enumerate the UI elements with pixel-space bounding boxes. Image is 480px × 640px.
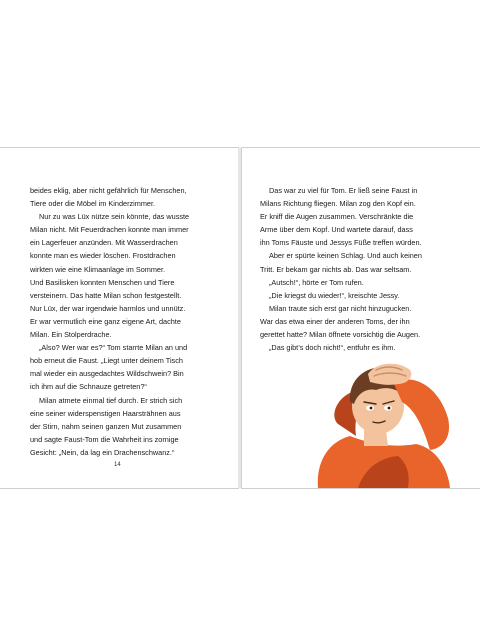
page-number: 14 [114, 462, 121, 468]
text-line: konnte man es wieder löschen. Frostdrachen [30, 251, 176, 261]
text-line: Milan nicht. Mit Feuerdrachen konnte man immer [30, 225, 189, 235]
right-page [242, 148, 480, 488]
text-line: Er war vermutlich eine ganz eigene Art, dachte [30, 316, 181, 326]
left-page-text [30, 184, 189, 459]
text-line: „Das gibt’s doch nicht!“, entfuhr es ihm. [269, 343, 396, 353]
text-line: Milan. Ein Stolperdrache. [30, 330, 112, 340]
right-pupil [388, 407, 391, 410]
left-page [0, 148, 238, 488]
text-line: der Stirn, nahm seinen ganzen Mut zusammen [30, 421, 182, 431]
book-spread [0, 148, 480, 488]
text-line: Aber er spürte keinen Schlag. Und auch keinen [269, 251, 422, 261]
text-line: eine seiner widerspenstigen Haarsträhnen aus [30, 408, 181, 418]
text-line: mal wieder ein ausgedachtes Wildschwein? Bin [30, 369, 184, 379]
text-line: und sagte Faust-Tom die Wahrheit ins zornige [30, 434, 179, 444]
text-line: Gesicht: „Nein, da lag ein Drachenschwanz.“ [30, 447, 175, 457]
text-line: gerettet hatte? Milan öffnete vorsichtig die Augen. [260, 330, 421, 340]
text-line: Nur Lüx, der war irgendwie harmlos und unnütz. [30, 303, 186, 313]
text-line: War das etwa einer der anderen Toms, der ihn [260, 316, 410, 326]
text-line: „Autsch!“, hörte er Tom rufen. [269, 277, 364, 287]
text-line: Milans Richtung fliegen. Milan zog den Kopf ein. [260, 199, 416, 209]
text-line: ich ihm auf die Schnauze getreten?“ [30, 382, 147, 392]
text-line: wirkten wie eine Klimaanlage im Sommer. [30, 264, 166, 274]
text-line: versteinern. Das hatte Milan schon festgestellt. [30, 290, 182, 300]
text-line: Das war zu viel für Tom. Er ließ seine Faust in [269, 186, 418, 195]
text-line: ihn Toms Fäuste und Jessys Füße treffen würden. [260, 238, 422, 248]
text-line: Tiere oder die Möbel im Kinderzimmer. [30, 199, 156, 209]
text-line: beides eklig, aber nicht gefährlich für Menschen, [30, 186, 187, 195]
text-line: ein Lagerfeuer anzünden. Mit Wasserdrachen [30, 238, 178, 248]
text-line: Nur zu was Lüx nütze sein könnte, das wusste [39, 212, 190, 222]
text-line: Arme über dem Kopf. Und wartete darauf, dass [260, 225, 413, 235]
text-line: Tritt. Er bekam gar nichts ab. Das war seltsam. [260, 264, 412, 274]
text-line: Und Basilisken konnten Menschen und Tiere [30, 277, 175, 287]
text-line: hob erneut die Faust. „Liegt unter deinem Tisch [30, 356, 183, 366]
text-line: Er kniff die Augen zusammen. Verschränkte die [260, 212, 414, 222]
text-line: „Also? Wer war es?“ Tom starrte Milan an und [39, 343, 188, 353]
text-line: Milan traute sich erst gar nicht hinzugucken. [269, 303, 412, 313]
left-pupil [370, 407, 373, 410]
right-page-text [260, 184, 422, 354]
text-line: Milan atmete einmal tief durch. Er strich sich [39, 395, 183, 405]
boy-ducking-illustration [298, 344, 460, 488]
text-line: „Die kriegst du wieder!“, kreischte Jessy. [269, 290, 400, 300]
